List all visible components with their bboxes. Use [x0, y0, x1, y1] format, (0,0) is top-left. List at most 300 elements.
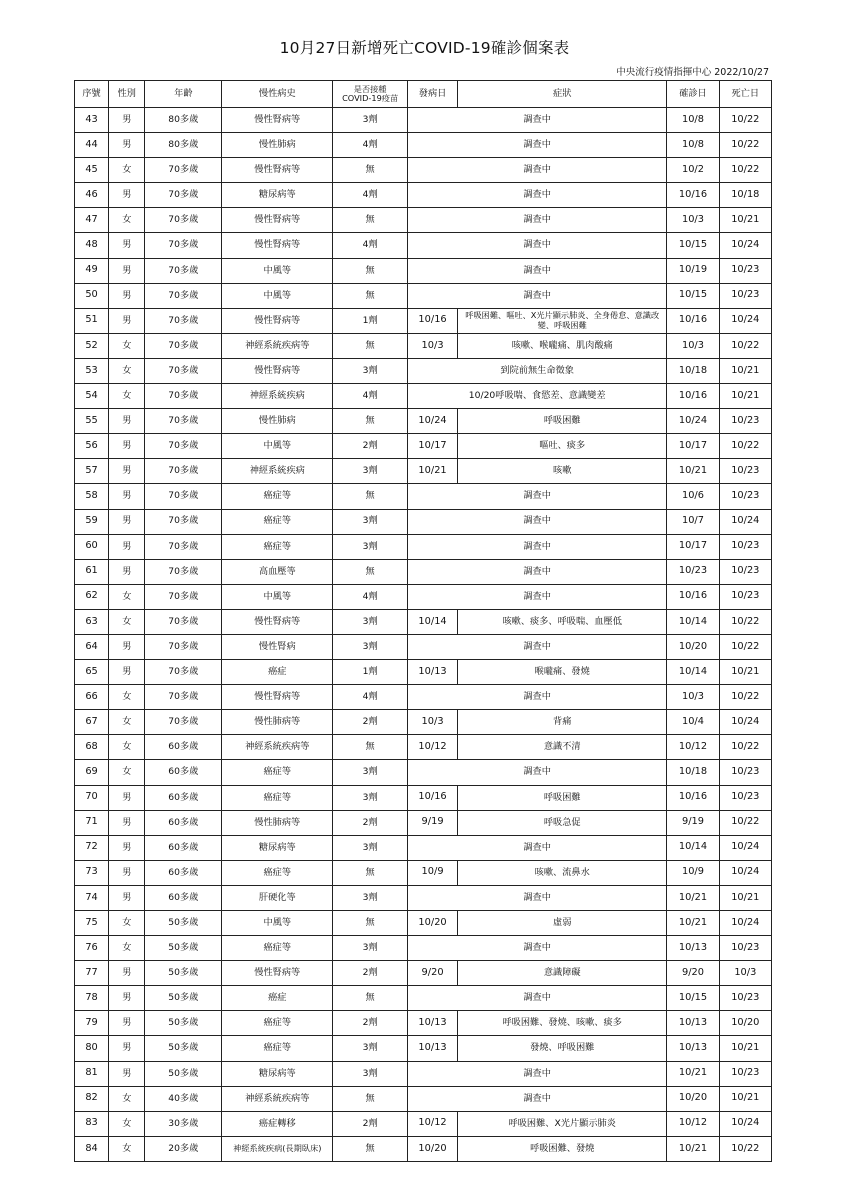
table-row — [75, 810, 772, 835]
cell-sex: 女 — [109, 936, 145, 961]
cell-sex: 女 — [109, 158, 145, 183]
cell-history: 癌症等 — [222, 860, 333, 885]
cell-history: 中風等 — [222, 584, 333, 609]
cell-history: 慢性肺病 — [222, 409, 333, 434]
table-row — [75, 760, 772, 785]
cell-symptoms: 調查中 — [407, 509, 666, 534]
cell-no: 43 — [75, 108, 109, 133]
cell-sex: 女 — [109, 208, 145, 233]
table-row — [75, 584, 772, 609]
cell-age: 60多歲 — [145, 885, 222, 910]
cell-history: 慢性腎病等 — [222, 108, 333, 133]
cell-death: 10/23 — [719, 409, 771, 434]
cell-death: 10/23 — [719, 258, 771, 283]
cell-confirmed: 10/23 — [667, 559, 719, 584]
cell-vaccine: 3劑 — [333, 785, 408, 810]
cell-confirmed: 9/20 — [667, 961, 719, 986]
cell-no: 63 — [75, 609, 109, 634]
cell-symptoms: 調查中 — [407, 634, 666, 659]
cell-vaccine: 無 — [333, 333, 408, 358]
cell-age: 70多歲 — [145, 283, 222, 308]
cell-symptoms: 意識不清 — [458, 735, 667, 760]
cell-age: 70多歲 — [145, 685, 222, 710]
table-row — [75, 108, 772, 133]
cell-history: 神經系統疾病 — [222, 384, 333, 409]
cell-history: 糖尿病等 — [222, 183, 333, 208]
cell-onset: 10/20 — [407, 911, 457, 936]
cell-sex: 女 — [109, 1111, 145, 1136]
cell-no: 67 — [75, 710, 109, 735]
cell-symptoms: 調查中 — [407, 584, 666, 609]
cell-symptoms: 喉嚨痛、發燒 — [458, 660, 667, 685]
cell-death: 10/23 — [719, 534, 771, 559]
cell-sex: 男 — [109, 961, 145, 986]
cell-onset: 10/16 — [407, 785, 457, 810]
cell-onset: 10/13 — [407, 1011, 457, 1036]
cell-history: 神經系統疾病等 — [222, 735, 333, 760]
cell-vaccine: 無 — [333, 208, 408, 233]
page-title: 10月27日新增死亡COVID-19確診個案表 — [279, 39, 570, 57]
cell-sex: 女 — [109, 710, 145, 735]
cell-age: 50多歲 — [145, 911, 222, 936]
table-row — [75, 133, 772, 158]
table-row — [75, 534, 772, 559]
cell-vaccine: 無 — [333, 484, 408, 509]
cell-vaccine: 4劑 — [333, 133, 408, 158]
cell-sex: 男 — [109, 108, 145, 133]
cell-sex: 男 — [109, 1061, 145, 1086]
cell-symptoms: 調查中 — [407, 183, 666, 208]
cell-vaccine: 3劑 — [333, 760, 408, 785]
cell-no: 45 — [75, 158, 109, 183]
cell-death: 10/23 — [719, 584, 771, 609]
cell-no: 79 — [75, 1011, 109, 1036]
cell-vaccine: 3劑 — [333, 459, 408, 484]
cell-no: 57 — [75, 459, 109, 484]
cell-symptoms: 咳嗽、喉嚨痛、肌肉酸痛 — [458, 333, 667, 358]
cell-history: 癌症等 — [222, 509, 333, 534]
cell-no: 83 — [75, 1111, 109, 1136]
cell-vaccine: 無 — [333, 735, 408, 760]
table-row — [75, 559, 772, 584]
cell-age: 60多歲 — [145, 735, 222, 760]
cell-age: 60多歲 — [145, 760, 222, 785]
cell-history: 慢性腎病等 — [222, 358, 333, 383]
cell-sex: 男 — [109, 660, 145, 685]
cell-history: 慢性腎病等 — [222, 308, 333, 333]
cell-no: 53 — [75, 358, 109, 383]
cell-history: 中風等 — [222, 911, 333, 936]
cell-confirmed: 10/20 — [667, 1086, 719, 1111]
cell-confirmed: 10/12 — [667, 735, 719, 760]
cell-no: 46 — [75, 183, 109, 208]
cell-death: 10/23 — [719, 936, 771, 961]
cell-sex: 女 — [109, 760, 145, 785]
cell-age: 70多歲 — [145, 208, 222, 233]
cell-sex: 男 — [109, 785, 145, 810]
cell-onset: 10/12 — [407, 735, 457, 760]
cell-history: 慢性肺病等 — [222, 810, 333, 835]
cell-vaccine: 2劑 — [333, 434, 408, 459]
cell-death: 10/22 — [719, 434, 771, 459]
cell-history: 慢性腎病等 — [222, 685, 333, 710]
cell-confirmed: 10/3 — [667, 685, 719, 710]
cell-confirmed: 10/14 — [667, 835, 719, 860]
cell-death: 10/23 — [719, 459, 771, 484]
cell-no: 49 — [75, 258, 109, 283]
cell-sex: 女 — [109, 609, 145, 634]
cell-age: 60多歲 — [145, 860, 222, 885]
cell-confirmed: 10/17 — [667, 534, 719, 559]
header-history: 慢性病史 — [222, 81, 333, 108]
cell-no: 54 — [75, 384, 109, 409]
cell-death: 10/22 — [719, 735, 771, 760]
cell-confirmed: 10/8 — [667, 108, 719, 133]
cell-age: 70多歲 — [145, 358, 222, 383]
cell-death: 10/21 — [719, 660, 771, 685]
cell-death: 10/22 — [719, 1136, 771, 1161]
cell-sex: 男 — [109, 559, 145, 584]
cell-vaccine: 3劑 — [333, 108, 408, 133]
cell-no: 80 — [75, 1036, 109, 1061]
cell-history: 慢性腎病等 — [222, 158, 333, 183]
cell-sex: 男 — [109, 634, 145, 659]
cell-confirmed: 10/14 — [667, 660, 719, 685]
cell-symptoms: 呼吸困難、發燒 — [458, 1136, 667, 1161]
cell-onset: 10/9 — [407, 860, 457, 885]
cell-vaccine: 無 — [333, 158, 408, 183]
cell-sex: 男 — [109, 308, 145, 333]
cell-no: 44 — [75, 133, 109, 158]
case-table — [74, 80, 772, 1162]
cell-symptoms: 調查中 — [407, 208, 666, 233]
table-row — [75, 1136, 772, 1161]
cell-sex: 男 — [109, 233, 145, 258]
cell-confirmed: 10/15 — [667, 233, 719, 258]
cell-confirmed: 10/16 — [667, 183, 719, 208]
cell-history: 慢性肺病等 — [222, 710, 333, 735]
cell-no: 78 — [75, 986, 109, 1011]
cell-no: 55 — [75, 409, 109, 434]
cell-confirmed: 10/21 — [667, 1061, 719, 1086]
table-row — [75, 233, 772, 258]
cell-confirmed: 10/21 — [667, 911, 719, 936]
table-row — [75, 1011, 772, 1036]
cell-no: 60 — [75, 534, 109, 559]
table-row — [75, 735, 772, 760]
table-row — [75, 1086, 772, 1111]
table-row — [75, 1061, 772, 1086]
cell-age: 70多歲 — [145, 534, 222, 559]
header-onset: 發病日 — [407, 81, 457, 108]
cell-vaccine: 3劑 — [333, 936, 408, 961]
cell-no: 61 — [75, 559, 109, 584]
header-row — [75, 81, 772, 108]
cell-symptoms: 嘔吐、痰多 — [458, 434, 667, 459]
cell-vaccine: 3劑 — [333, 835, 408, 860]
cell-death: 10/23 — [719, 760, 771, 785]
cell-onset: 10/17 — [407, 434, 457, 459]
cell-age: 70多歲 — [145, 484, 222, 509]
cell-no: 66 — [75, 685, 109, 710]
cell-no: 51 — [75, 308, 109, 333]
cell-confirmed: 10/13 — [667, 936, 719, 961]
cell-no: 70 — [75, 785, 109, 810]
cell-confirmed: 10/6 — [667, 484, 719, 509]
cell-confirmed: 10/15 — [667, 283, 719, 308]
cell-death: 10/23 — [719, 559, 771, 584]
cell-confirmed: 10/16 — [667, 308, 719, 333]
cell-history: 慢性腎病 — [222, 634, 333, 659]
cell-history: 神經系統疾病等 — [222, 1086, 333, 1111]
header-symptoms: 症狀 — [458, 81, 667, 108]
table-row — [75, 1036, 772, 1061]
cell-no: 73 — [75, 860, 109, 885]
cell-no: 58 — [75, 484, 109, 509]
cell-symptoms: 調查中 — [407, 1061, 666, 1086]
cell-sex: 女 — [109, 735, 145, 760]
cell-history: 慢性肺病 — [222, 133, 333, 158]
cell-sex: 男 — [109, 133, 145, 158]
cell-confirmed: 10/2 — [667, 158, 719, 183]
table-row — [75, 1111, 772, 1136]
cell-history: 高血壓等 — [222, 559, 333, 584]
cell-no: 76 — [75, 936, 109, 961]
cell-death: 10/22 — [719, 685, 771, 710]
cell-confirmed: 10/24 — [667, 409, 719, 434]
table-row — [75, 509, 772, 534]
cell-vaccine: 3劑 — [333, 609, 408, 634]
cell-sex: 女 — [109, 358, 145, 383]
cell-death: 10/23 — [719, 283, 771, 308]
cell-death: 10/3 — [719, 961, 771, 986]
cell-symptoms: 呼吸困難、X光片顯示肺炎 — [458, 1111, 667, 1136]
cell-confirmed: 10/4 — [667, 710, 719, 735]
cell-symptoms: 調查中 — [407, 936, 666, 961]
cell-no: 48 — [75, 233, 109, 258]
cell-symptoms: 呼吸困難、嘔吐、X光片顯示肺炎、全身倦怠、意識改變、呼吸困難 — [458, 308, 667, 333]
cell-age: 70多歲 — [145, 710, 222, 735]
cell-sex: 女 — [109, 911, 145, 936]
table-row — [75, 283, 772, 308]
cell-vaccine: 3劑 — [333, 509, 408, 534]
cell-symptoms: 調查中 — [407, 760, 666, 785]
cell-no: 84 — [75, 1136, 109, 1161]
cell-no: 82 — [75, 1086, 109, 1111]
cell-confirmed: 9/19 — [667, 810, 719, 835]
cell-no: 52 — [75, 333, 109, 358]
cell-death: 10/24 — [719, 233, 771, 258]
table-row — [75, 986, 772, 1011]
cell-sex: 男 — [109, 183, 145, 208]
cell-vaccine: 2劑 — [333, 961, 408, 986]
cell-confirmed: 10/13 — [667, 1036, 719, 1061]
cell-symptoms: 調查中 — [407, 986, 666, 1011]
cell-sex: 男 — [109, 509, 145, 534]
cell-confirmed: 10/21 — [667, 459, 719, 484]
cell-death: 10/18 — [719, 183, 771, 208]
cell-sex: 女 — [109, 1136, 145, 1161]
table-row — [75, 258, 772, 283]
cell-sex: 男 — [109, 434, 145, 459]
cell-history: 癌症轉移 — [222, 1111, 333, 1136]
cell-vaccine: 無 — [333, 409, 408, 434]
cell-confirmed: 10/19 — [667, 258, 719, 283]
cell-age: 70多歲 — [145, 509, 222, 534]
cell-confirmed: 10/20 — [667, 634, 719, 659]
cell-vaccine: 無 — [333, 283, 408, 308]
cell-history: 癌症等 — [222, 1011, 333, 1036]
cell-onset: 10/20 — [407, 1136, 457, 1161]
table-row — [75, 785, 772, 810]
cell-death: 10/24 — [719, 1111, 771, 1136]
cell-death: 10/24 — [719, 911, 771, 936]
cell-death: 10/22 — [719, 333, 771, 358]
cell-symptoms: 調查中 — [407, 885, 666, 910]
cell-confirmed: 10/9 — [667, 860, 719, 885]
cell-symptoms: 調查中 — [407, 534, 666, 559]
table-row — [75, 333, 772, 358]
cell-sex: 男 — [109, 1036, 145, 1061]
cell-death: 10/23 — [719, 785, 771, 810]
cell-age: 50多歲 — [145, 1061, 222, 1086]
cell-onset: 10/16 — [407, 308, 457, 333]
cell-vaccine: 無 — [333, 1086, 408, 1111]
cell-symptoms: 調查中 — [407, 133, 666, 158]
cell-death: 10/22 — [719, 810, 771, 835]
cell-symptoms: 調查中 — [407, 258, 666, 283]
cell-symptoms: 調查中 — [407, 108, 666, 133]
cell-age: 60多歲 — [145, 810, 222, 835]
table-row — [75, 158, 772, 183]
cell-vaccine: 4劑 — [333, 584, 408, 609]
table-row — [75, 685, 772, 710]
cell-symptoms: 10/20呼吸喘、食慾差、意識變差 — [407, 384, 666, 409]
cell-death: 10/21 — [719, 208, 771, 233]
cell-death: 10/23 — [719, 484, 771, 509]
cell-age: 50多歲 — [145, 986, 222, 1011]
cell-symptoms: 呼吸急促 — [458, 810, 667, 835]
cell-age: 70多歲 — [145, 584, 222, 609]
cell-sex: 男 — [109, 484, 145, 509]
cell-symptoms: 呼吸困難 — [458, 785, 667, 810]
cell-symptoms: 發燒、呼吸困難 — [458, 1036, 667, 1061]
cell-age: 70多歲 — [145, 333, 222, 358]
cell-history: 癌症等 — [222, 785, 333, 810]
cell-vaccine: 4劑 — [333, 233, 408, 258]
cell-vaccine: 4劑 — [333, 384, 408, 409]
cell-sex: 男 — [109, 885, 145, 910]
cell-confirmed: 10/16 — [667, 584, 719, 609]
cell-onset: 9/19 — [407, 810, 457, 835]
cell-death: 10/24 — [719, 308, 771, 333]
cell-no: 71 — [75, 810, 109, 835]
cell-confirmed: 10/8 — [667, 133, 719, 158]
cell-onset: 10/12 — [407, 1111, 457, 1136]
cell-age: 80多歲 — [145, 133, 222, 158]
cell-symptoms: 意識障礙 — [458, 961, 667, 986]
cell-age: 70多歲 — [145, 409, 222, 434]
cell-symptoms: 調查中 — [407, 559, 666, 584]
cell-no: 77 — [75, 961, 109, 986]
cell-history: 慢性腎病等 — [222, 609, 333, 634]
cell-confirmed: 10/3 — [667, 333, 719, 358]
cell-history: 中風等 — [222, 258, 333, 283]
cell-no: 72 — [75, 835, 109, 860]
cell-age: 70多歲 — [145, 233, 222, 258]
cell-no: 64 — [75, 634, 109, 659]
cell-death: 10/22 — [719, 108, 771, 133]
cell-age: 70多歲 — [145, 308, 222, 333]
cell-no: 50 — [75, 283, 109, 308]
cell-sex: 男 — [109, 459, 145, 484]
cell-age: 50多歲 — [145, 936, 222, 961]
cell-age: 50多歲 — [145, 961, 222, 986]
table-row — [75, 835, 772, 860]
cell-confirmed: 10/18 — [667, 358, 719, 383]
cell-confirmed: 10/3 — [667, 208, 719, 233]
table-row — [75, 634, 772, 659]
cell-vaccine: 無 — [333, 986, 408, 1011]
cell-no: 47 — [75, 208, 109, 233]
cell-sex: 男 — [109, 860, 145, 885]
cell-history: 癌症等 — [222, 1036, 333, 1061]
cell-symptoms: 到院前無生命徵象 — [407, 358, 666, 383]
cell-history: 癌症等 — [222, 936, 333, 961]
cell-symptoms: 咳嗽 — [458, 459, 667, 484]
cell-history: 中風等 — [222, 434, 333, 459]
cell-onset: 9/20 — [407, 961, 457, 986]
cell-confirmed: 10/15 — [667, 986, 719, 1011]
cell-vaccine: 無 — [333, 258, 408, 283]
cell-death: 10/23 — [719, 1061, 771, 1086]
cell-vaccine: 3劑 — [333, 1036, 408, 1061]
cell-death: 10/22 — [719, 158, 771, 183]
cell-onset: 10/13 — [407, 660, 457, 685]
cell-onset: 10/3 — [407, 333, 457, 358]
cell-history: 神經系統疾病(長期臥床) — [222, 1136, 333, 1161]
cell-symptoms: 調查中 — [407, 1086, 666, 1111]
cell-age: 70多歲 — [145, 634, 222, 659]
cell-history: 癌症等 — [222, 484, 333, 509]
cell-onset: 10/13 — [407, 1036, 457, 1061]
cell-vaccine: 3劑 — [333, 885, 408, 910]
cell-age: 50多歲 — [145, 1036, 222, 1061]
cell-symptoms: 調查中 — [407, 685, 666, 710]
cell-vaccine: 4劑 — [333, 685, 408, 710]
cell-death: 10/20 — [719, 1011, 771, 1036]
cell-no: 65 — [75, 660, 109, 685]
cell-age: 70多歲 — [145, 258, 222, 283]
cell-vaccine: 無 — [333, 860, 408, 885]
cell-history: 癌症等 — [222, 760, 333, 785]
table-row — [75, 434, 772, 459]
table-row — [75, 609, 772, 634]
cell-vaccine: 2劑 — [333, 1011, 408, 1036]
cell-sex: 男 — [109, 1011, 145, 1036]
cell-symptoms: 調查中 — [407, 233, 666, 258]
header-age: 年齡 — [145, 81, 222, 108]
table-row — [75, 384, 772, 409]
cell-vaccine: 1劑 — [333, 308, 408, 333]
cell-symptoms: 虛弱 — [458, 911, 667, 936]
cell-vaccine: 無 — [333, 1136, 408, 1161]
cell-symptoms: 咳嗽、痰多、呼吸喘、血壓低 — [458, 609, 667, 634]
cell-death: 10/23 — [719, 986, 771, 1011]
cell-no: 56 — [75, 434, 109, 459]
header-vaccine: 是否接種 COVID-19疫苗 — [333, 81, 408, 108]
cell-death: 10/21 — [719, 384, 771, 409]
